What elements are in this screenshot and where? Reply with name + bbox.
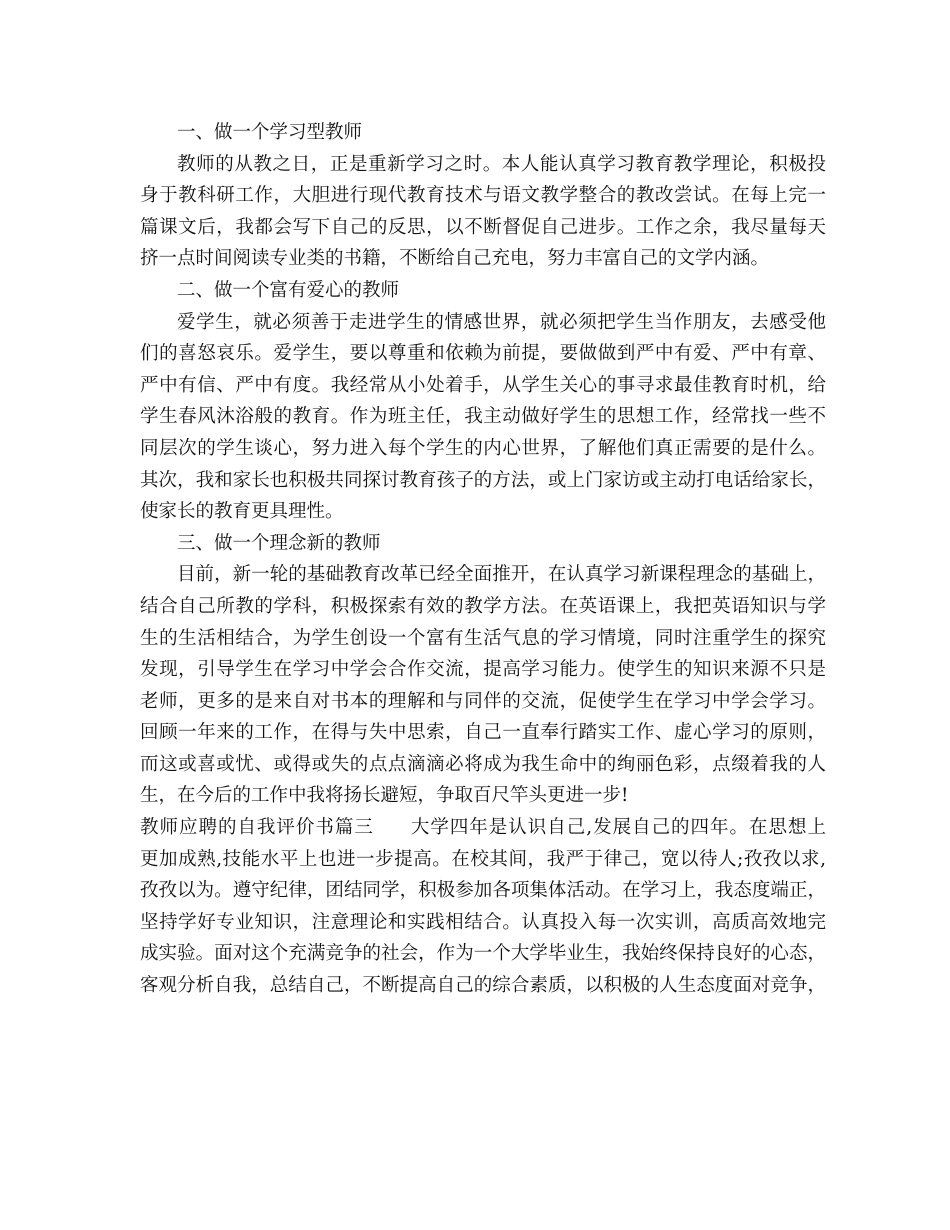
text-line: 而这或喜或忧、或得或失的点点滴滴必将成为我生命中的绚丽色彩，点缀着我的人 <box>140 753 826 775</box>
text-line: 挤一点时间阅读专业类的书籍，不断给自己充电，努力丰富自己的文学内涵。 <box>140 248 770 270</box>
text-line: 同层次的学生谈心，努力进入每个学生的内心世界，了解他们真正需要的是什么。 <box>140 437 826 459</box>
text-line: 学生春风沐浴般的教育。作为班主任，我主动做好学生的思想工作，经常找一些不 <box>140 406 826 428</box>
text-line: 成实验。面对这个充满竞争的社会，作为一个大学毕业生，我始终保持良好的心态， <box>140 943 826 965</box>
text-line: 篇课文后，我都会写下自己的反思，以不断督促自己进步。工作之余，我尽量每天 <box>140 216 826 238</box>
body-text-block <box>140 117 826 812</box>
text-line: 其次，我和家长也积极共同探讨教育孩子的方法，或上门家访或主动打电话给家长， <box>140 469 826 491</box>
text-line: 们的喜怒哀乐。爱学生，要以尊重和依赖为前提，要做做到严中有爱、严中有章、 <box>140 343 826 365</box>
text-line: 一、做一个学习型教师 <box>177 122 363 143</box>
document-body <box>140 117 826 1002</box>
text-line: 目前，新一轮的基础教育改革已经全面推开，在认真学习新课程理念的基础上， <box>177 564 826 586</box>
text-line: 客观分析自我，总结自己，不断提高自己的综合素质，以积极的人生态度面对竞争， <box>140 975 826 997</box>
text-line: 使家长的教育更具理性。 <box>140 501 344 523</box>
text-line: 二、做一个富有爱心的教师 <box>177 279 400 301</box>
text-line: 爱学生，就必须善于走进学生的情感世界，就必须把学生当作朋友，去感受他 <box>177 311 826 333</box>
text-line: 三、做一个理念新的教师 <box>177 532 381 554</box>
text-line: 更加成熟,技能水平上也进一步提高。在校其间，我严于律己，宽以待人;孜孜以求, <box>140 848 826 870</box>
text-line: 教师的从教之日，正是重新学习之时。本人能认真学习教育教学理论，积极投 <box>177 153 826 175</box>
text-line: 坚持学好专业知识，注意理论和实践相结合。认真投入每一次实训，高质高效地完 <box>140 911 826 933</box>
text-line: 生，在今后的工作中我将扬长避短，争取百尺竿头更进一步! <box>140 785 629 807</box>
text-line: 回顾一年来的工作，在得与失中思索，自己一直奉行踏实工作、虚心学习的原则， <box>140 722 826 744</box>
section-first-sentence: 大学四年是认识自己,发展自己的四年。在思想上 <box>409 817 826 839</box>
section-heading-line <box>140 812 826 844</box>
text-line: 发现，引导学生在学习中学会合作交流，提高学习能力。使学生的知识来源不只是 <box>140 659 826 681</box>
text-line: 结合自己所教的学科，积极探索有效的教学方法。在英语课上，我把英语知识与学 <box>140 595 826 617</box>
text-line: 身于教科研工作，大胆进行现代教育技术与语文教学整合的教改尝试。在每上完一 <box>140 185 826 207</box>
section-title: 教师应聘的自我评价书篇三 <box>140 817 374 839</box>
text-line: 严中有信、严中有度。我经常从小处着手，从学生关心的事寻求最佳教育时机，给 <box>140 374 826 396</box>
text-line: 孜孜以为。遵守纪律，团结同学，积极参加各项集体活动。在学习上，我态度端正， <box>140 880 826 902</box>
text-line: 老师，更多的是来自对书本的理解和与同伴的交流，促使学生在学习中学会学习。 <box>140 690 826 712</box>
section-text-block <box>140 844 826 1002</box>
text-line: 生的生活相结合，为学生创设一个富有生活气息的学习情境，同时注重学生的探究 <box>140 627 826 649</box>
